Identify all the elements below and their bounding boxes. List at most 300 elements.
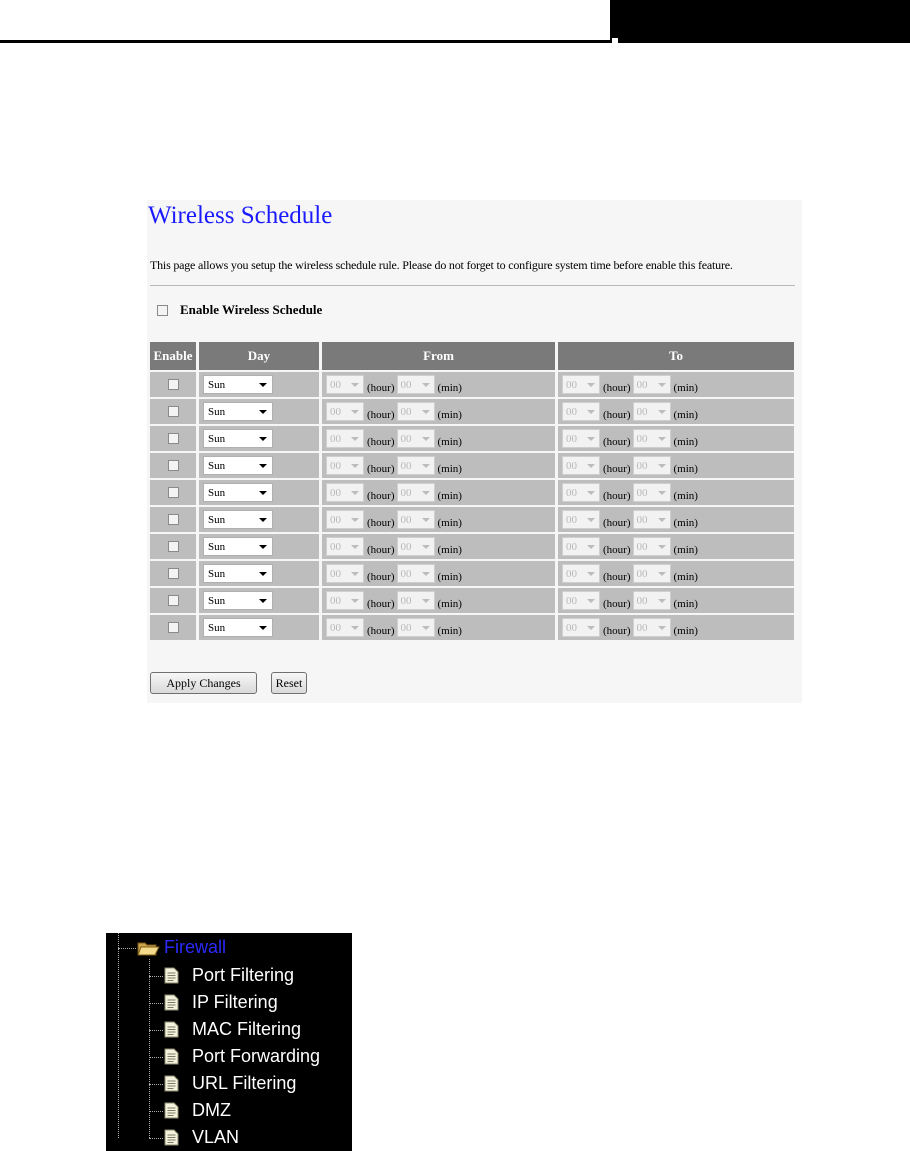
to-hour-select-value: 00 — [566, 486, 577, 499]
min-unit-label: (min) — [673, 408, 698, 421]
from-min-select-value: 00 — [400, 432, 412, 445]
min-unit-label: (min) — [673, 462, 698, 475]
document-icon — [164, 967, 179, 984]
day-select-value: Sun — [208, 540, 226, 553]
row-enable-checkbox[interactable] — [168, 460, 179, 471]
table-row — [150, 561, 794, 586]
from-min-select-value: 00 — [400, 594, 412, 607]
row-enable-cell — [150, 426, 196, 451]
row-from-cell — [322, 561, 555, 586]
to-min-select[interactable] — [633, 429, 671, 448]
chevron-down-icon — [658, 626, 666, 630]
to-hour-select[interactable] — [562, 375, 600, 394]
day-select[interactable] — [203, 483, 273, 502]
from-hour-select-value: 00 — [330, 432, 341, 445]
min-unit-label: (min) — [437, 624, 462, 637]
from-hour-select[interactable] — [326, 402, 364, 421]
to-hour-select-value: 00 — [566, 432, 577, 445]
chevron-down-icon — [658, 383, 666, 387]
from-min-select-value: 00 — [400, 567, 412, 580]
row-from-cell — [322, 480, 555, 505]
day-select[interactable] — [203, 510, 273, 529]
row-to-cell — [558, 426, 794, 451]
hour-unit-label: (hour) — [603, 597, 631, 610]
min-unit-label: (min) — [673, 381, 698, 394]
from-min-select[interactable] — [397, 537, 435, 556]
row-enable-checkbox[interactable] — [168, 406, 179, 417]
row-enable-cell — [150, 372, 196, 397]
day-select-value: Sun — [208, 486, 226, 499]
from-min-select-value: 00 — [400, 378, 412, 391]
to-hour-select-value: 00 — [566, 405, 577, 418]
to-hour-select-value: 00 — [566, 567, 577, 580]
to-hour-select-value: 00 — [566, 513, 577, 526]
from-hour-select-value: 00 — [330, 513, 341, 526]
to-min-select[interactable] — [633, 591, 671, 610]
hour-unit-label: (hour) — [603, 624, 631, 637]
chevron-down-icon — [422, 383, 430, 387]
from-min-select[interactable] — [397, 618, 435, 637]
tree-connector — [149, 1138, 163, 1139]
row-enable-cell — [150, 588, 196, 613]
to-min-select-value: 00 — [636, 567, 648, 580]
chevron-down-icon — [658, 572, 666, 576]
day-select[interactable] — [203, 564, 273, 583]
to-hour-select[interactable] — [562, 591, 600, 610]
enable-schedule-label: Enable Wireless Schedule — [180, 302, 323, 317]
row-day-cell — [199, 453, 319, 478]
document-icon — [164, 1048, 179, 1065]
min-unit-label: (min) — [673, 489, 698, 502]
row-enable-cell — [150, 561, 196, 586]
chevron-down-icon — [351, 572, 359, 576]
table-header-row — [150, 342, 794, 370]
enable-schedule-checkbox[interactable] — [157, 305, 168, 316]
table-row — [150, 615, 794, 640]
to-min-select-value: 00 — [636, 513, 648, 526]
chevron-down-icon — [587, 572, 595, 576]
to-min-select[interactable] — [633, 537, 671, 556]
row-enable-checkbox[interactable] — [168, 541, 179, 552]
firewall-tree — [106, 933, 352, 1151]
from-hour-select-value: 00 — [330, 378, 341, 391]
table-row — [150, 480, 794, 505]
tree-connector — [149, 1084, 163, 1085]
chevron-down-icon — [422, 545, 430, 549]
row-to-cell — [558, 507, 794, 532]
row-enable-checkbox[interactable] — [168, 514, 179, 525]
hour-unit-label: (hour) — [367, 462, 395, 475]
from-min-select[interactable] — [397, 564, 435, 583]
row-enable-checkbox[interactable] — [168, 568, 179, 579]
from-hour-select-value: 00 — [330, 621, 341, 634]
to-hour-select-value: 00 — [566, 378, 577, 391]
min-unit-label: (min) — [437, 570, 462, 583]
tree-item-url-filtering[interactable] — [164, 1073, 296, 1094]
reset-button[interactable]: Reset — [271, 672, 307, 694]
tree-item-label: MAC Filtering — [192, 1019, 302, 1039]
folder-open-icon — [136, 938, 160, 958]
to-hour-select[interactable] — [562, 564, 600, 583]
chevron-down-icon — [658, 545, 666, 549]
hour-unit-label: (hour) — [367, 570, 395, 583]
from-hour-select-value: 00 — [330, 540, 341, 553]
from-hour-select[interactable] — [326, 537, 364, 556]
tree-item-label: DMZ — [192, 1100, 231, 1120]
row-enable-checkbox[interactable] — [168, 622, 179, 633]
to-hour-select[interactable] — [562, 537, 600, 556]
to-hour-select[interactable] — [562, 456, 600, 475]
page-title: Wireless Schedule — [148, 202, 333, 229]
min-unit-label: (min) — [437, 597, 462, 610]
from-min-select[interactable] — [397, 456, 435, 475]
to-min-select[interactable] — [633, 375, 671, 394]
chevron-down-icon — [351, 410, 359, 414]
tree-item-port-filtering[interactable] — [164, 965, 294, 986]
tree-connector — [149, 1111, 163, 1112]
row-from-cell — [322, 399, 555, 424]
to-min-select-value: 00 — [636, 486, 648, 499]
from-hour-select[interactable] — [326, 429, 364, 448]
tree-item-label: IP Filtering — [192, 992, 278, 1012]
min-unit-label: (min) — [673, 624, 698, 637]
row-enable-checkbox[interactable] — [168, 433, 179, 444]
tree-item-dmz[interactable] — [164, 1100, 231, 1121]
row-from-cell — [322, 507, 555, 532]
chevron-down-icon — [587, 437, 595, 441]
min-unit-label: (min) — [437, 543, 462, 556]
row-to-cell — [558, 561, 794, 586]
hour-unit-label: (hour) — [367, 543, 395, 556]
tree-item-vlan[interactable] — [164, 1127, 239, 1148]
row-day-cell — [199, 480, 319, 505]
from-min-select[interactable] — [397, 375, 435, 394]
from-min-select-value: 00 — [400, 621, 412, 634]
min-unit-label: (min) — [437, 381, 462, 394]
chevron-down-icon — [422, 572, 430, 576]
col-from-header: From — [322, 342, 555, 370]
header-notch — [612, 38, 618, 43]
hour-unit-label: (hour) — [603, 435, 631, 448]
row-day-cell — [199, 534, 319, 559]
chevron-down-icon — [259, 383, 267, 387]
table-row — [150, 534, 794, 559]
day-select-value: Sun — [208, 405, 226, 418]
chevron-down-icon — [658, 518, 666, 522]
chevron-down-icon — [658, 410, 666, 414]
chevron-down-icon — [587, 464, 595, 468]
chevron-down-icon — [259, 545, 267, 549]
to-min-select[interactable] — [633, 564, 671, 583]
tree-item-label: Port Filtering — [192, 965, 295, 985]
from-hour-select[interactable] — [326, 591, 364, 610]
chevron-down-icon — [259, 626, 267, 630]
tree-item-label: URL Filtering — [192, 1073, 297, 1093]
row-enable-cell — [150, 534, 196, 559]
to-hour-select[interactable] — [562, 483, 600, 502]
table-row — [150, 588, 794, 613]
chevron-down-icon — [658, 437, 666, 441]
to-hour-select[interactable] — [562, 618, 600, 637]
to-min-select-value: 00 — [636, 405, 648, 418]
from-min-select[interactable] — [397, 510, 435, 529]
min-unit-label: (min) — [437, 435, 462, 448]
from-min-select-value: 00 — [400, 459, 412, 472]
row-to-cell — [558, 480, 794, 505]
to-min-select[interactable] — [633, 402, 671, 421]
chevron-down-icon — [422, 410, 430, 414]
tree-item-ip-filtering[interactable] — [164, 992, 278, 1013]
to-min-select[interactable] — [633, 618, 671, 637]
from-hour-select[interactable] — [326, 618, 364, 637]
hour-unit-label: (hour) — [367, 489, 395, 502]
day-select-value: Sun — [208, 513, 226, 526]
chevron-down-icon — [658, 464, 666, 468]
chevron-down-icon — [587, 599, 595, 603]
chevron-down-icon — [351, 599, 359, 603]
to-hour-select[interactable] — [562, 429, 600, 448]
row-to-cell — [558, 588, 794, 613]
row-from-cell — [322, 588, 555, 613]
chevron-down-icon — [351, 545, 359, 549]
chevron-down-icon — [259, 599, 267, 603]
tree-connector — [149, 1030, 163, 1031]
chevron-down-icon — [351, 383, 359, 387]
to-min-select-value: 00 — [636, 540, 648, 553]
document-icon — [164, 1075, 179, 1092]
hour-unit-label: (hour) — [603, 408, 631, 421]
hour-unit-label: (hour) — [367, 597, 395, 610]
from-min-select-value: 00 — [400, 486, 412, 499]
day-select-value: Sun — [208, 432, 226, 445]
tree-item-label: Port Forwarding — [192, 1046, 321, 1066]
chevron-down-icon — [259, 437, 267, 441]
day-select[interactable] — [203, 402, 273, 421]
chevron-down-icon — [351, 464, 359, 468]
chevron-down-icon — [422, 491, 430, 495]
table-row — [150, 426, 794, 451]
row-to-cell — [558, 372, 794, 397]
row-enable-cell — [150, 453, 196, 478]
hour-unit-label: (hour) — [367, 516, 395, 529]
day-select[interactable] — [203, 375, 273, 394]
tree-connector — [149, 976, 163, 977]
day-select-value: Sun — [208, 621, 226, 634]
day-select-value: Sun — [208, 378, 226, 391]
min-unit-label: (min) — [673, 570, 698, 583]
chevron-down-icon — [422, 626, 430, 630]
chevron-down-icon — [587, 491, 595, 495]
row-to-cell — [558, 453, 794, 478]
from-hour-select-value: 00 — [330, 486, 341, 499]
chevron-down-icon — [259, 518, 267, 522]
from-min-select[interactable] — [397, 402, 435, 421]
day-select-value: Sun — [208, 459, 226, 472]
tree-item-mac-filtering[interactable] — [164, 1019, 301, 1040]
row-day-cell — [199, 372, 319, 397]
to-hour-select-value: 00 — [566, 540, 577, 553]
row-enable-cell — [150, 507, 196, 532]
col-to-header: To — [558, 342, 794, 370]
tree-root-label: Firewall — [164, 937, 227, 957]
day-select-value: Sun — [208, 594, 226, 607]
enable-schedule-row — [157, 302, 322, 318]
chevron-down-icon — [422, 437, 430, 441]
hour-unit-label: (hour) — [603, 516, 631, 529]
day-select[interactable] — [203, 456, 273, 475]
from-hour-select[interactable] — [326, 564, 364, 583]
day-select[interactable] — [203, 618, 273, 637]
header-rule — [0, 40, 618, 43]
tree-connector — [149, 1057, 163, 1058]
chevron-down-icon — [587, 545, 595, 549]
chevron-down-icon — [587, 410, 595, 414]
to-hour-select[interactable] — [562, 402, 600, 421]
chevron-down-icon — [587, 626, 595, 630]
from-hour-select[interactable] — [326, 483, 364, 502]
chevron-down-icon — [259, 410, 267, 414]
chevron-down-icon — [658, 491, 666, 495]
min-unit-label: (min) — [437, 462, 462, 475]
to-min-select[interactable] — [633, 510, 671, 529]
document-icon — [164, 1021, 179, 1038]
day-select[interactable] — [203, 537, 273, 556]
row-enable-cell — [150, 615, 196, 640]
hour-unit-label: (hour) — [367, 435, 395, 448]
chevron-down-icon — [587, 383, 595, 387]
day-select[interactable] — [203, 591, 273, 610]
row-from-cell — [322, 426, 555, 451]
tree-root-connector — [118, 948, 136, 949]
schedule-table — [147, 340, 797, 642]
min-unit-label: (min) — [437, 408, 462, 421]
from-min-select-value: 00 — [400, 513, 412, 526]
chevron-down-icon — [259, 464, 267, 468]
row-day-cell — [199, 399, 319, 424]
from-min-select[interactable] — [397, 483, 435, 502]
chevron-down-icon — [351, 437, 359, 441]
row-day-cell — [199, 561, 319, 586]
header-block — [610, 0, 910, 43]
row-day-cell — [199, 507, 319, 532]
from-hour-select[interactable] — [326, 375, 364, 394]
row-enable-checkbox[interactable] — [168, 487, 179, 498]
col-day-header: Day — [199, 342, 319, 370]
min-unit-label: (min) — [437, 489, 462, 502]
row-from-cell — [322, 372, 555, 397]
tree-root-firewall[interactable] — [136, 937, 226, 958]
row-day-cell — [199, 615, 319, 640]
to-hour-select-value: 00 — [566, 459, 577, 472]
from-min-select-value: 00 — [400, 540, 412, 553]
from-hour-select[interactable] — [326, 510, 364, 529]
chevron-down-icon — [587, 518, 595, 522]
row-to-cell — [558, 534, 794, 559]
apply-changes-button[interactable]: Apply Changes — [150, 672, 257, 694]
to-hour-select[interactable] — [562, 510, 600, 529]
chevron-down-icon — [422, 518, 430, 522]
chevron-down-icon — [259, 572, 267, 576]
row-enable-cell — [150, 480, 196, 505]
row-enable-checkbox[interactable] — [168, 379, 179, 390]
from-min-select[interactable] — [397, 591, 435, 610]
min-unit-label: (min) — [673, 597, 698, 610]
from-hour-select-value: 00 — [330, 594, 341, 607]
hour-unit-label: (hour) — [367, 624, 395, 637]
document-icon — [164, 994, 179, 1011]
to-hour-select-value: 00 — [566, 594, 577, 607]
to-min-select-value: 00 — [636, 594, 648, 607]
row-from-cell — [322, 615, 555, 640]
row-from-cell — [322, 453, 555, 478]
to-min-select-value: 00 — [636, 432, 648, 445]
chevron-down-icon — [351, 518, 359, 522]
row-day-cell — [199, 588, 319, 613]
row-day-cell — [199, 426, 319, 451]
chevron-down-icon — [351, 491, 359, 495]
hour-unit-label: (hour) — [367, 408, 395, 421]
table-row — [150, 372, 794, 397]
divider — [150, 285, 795, 286]
table-row — [150, 507, 794, 532]
hour-unit-label: (hour) — [603, 489, 631, 502]
from-min-select-value: 00 — [400, 405, 412, 418]
min-unit-label: (min) — [673, 516, 698, 529]
chevron-down-icon — [351, 626, 359, 630]
tree-item-port-forwarding[interactable] — [164, 1046, 320, 1067]
from-hour-select[interactable] — [326, 456, 364, 475]
hour-unit-label: (hour) — [603, 543, 631, 556]
min-unit-label: (min) — [673, 435, 698, 448]
chevron-down-icon — [422, 599, 430, 603]
chevron-down-icon — [259, 491, 267, 495]
chevron-down-icon — [422, 464, 430, 468]
row-enable-checkbox[interactable] — [168, 595, 179, 606]
to-min-select-value: 00 — [636, 621, 648, 634]
min-unit-label: (min) — [437, 516, 462, 529]
from-hour-select-value: 00 — [330, 459, 341, 472]
hour-unit-label: (hour) — [603, 462, 631, 475]
tree-connector — [149, 1003, 163, 1004]
tree-item-label: VLAN — [192, 1127, 240, 1147]
to-min-select[interactable] — [633, 456, 671, 475]
table-row — [150, 453, 794, 478]
col-enable-header: Enable — [150, 342, 196, 370]
to-min-select[interactable] — [633, 483, 671, 502]
tree-trunk-line — [118, 933, 119, 1138]
document-icon — [164, 1129, 179, 1146]
day-select-value: Sun — [208, 567, 226, 580]
from-hour-select-value: 00 — [330, 567, 341, 580]
document-icon — [164, 1102, 179, 1119]
to-hour-select-value: 00 — [566, 621, 577, 634]
row-to-cell — [558, 615, 794, 640]
row-to-cell — [558, 399, 794, 424]
hour-unit-label: (hour) — [603, 570, 631, 583]
table-row — [150, 399, 794, 424]
from-hour-select-value: 00 — [330, 405, 341, 418]
row-enable-cell — [150, 399, 196, 424]
hour-unit-label: (hour) — [367, 381, 395, 394]
to-min-select-value: 00 — [636, 459, 648, 472]
from-min-select[interactable] — [397, 429, 435, 448]
hour-unit-label: (hour) — [603, 381, 631, 394]
chevron-down-icon — [658, 599, 666, 603]
min-unit-label: (min) — [673, 543, 698, 556]
page-description: This page allows you setup the wireless schedule rule. Please do not forget to configure system time before enable this feature. — [150, 258, 733, 272]
row-from-cell — [322, 534, 555, 559]
day-select[interactable] — [203, 429, 273, 448]
